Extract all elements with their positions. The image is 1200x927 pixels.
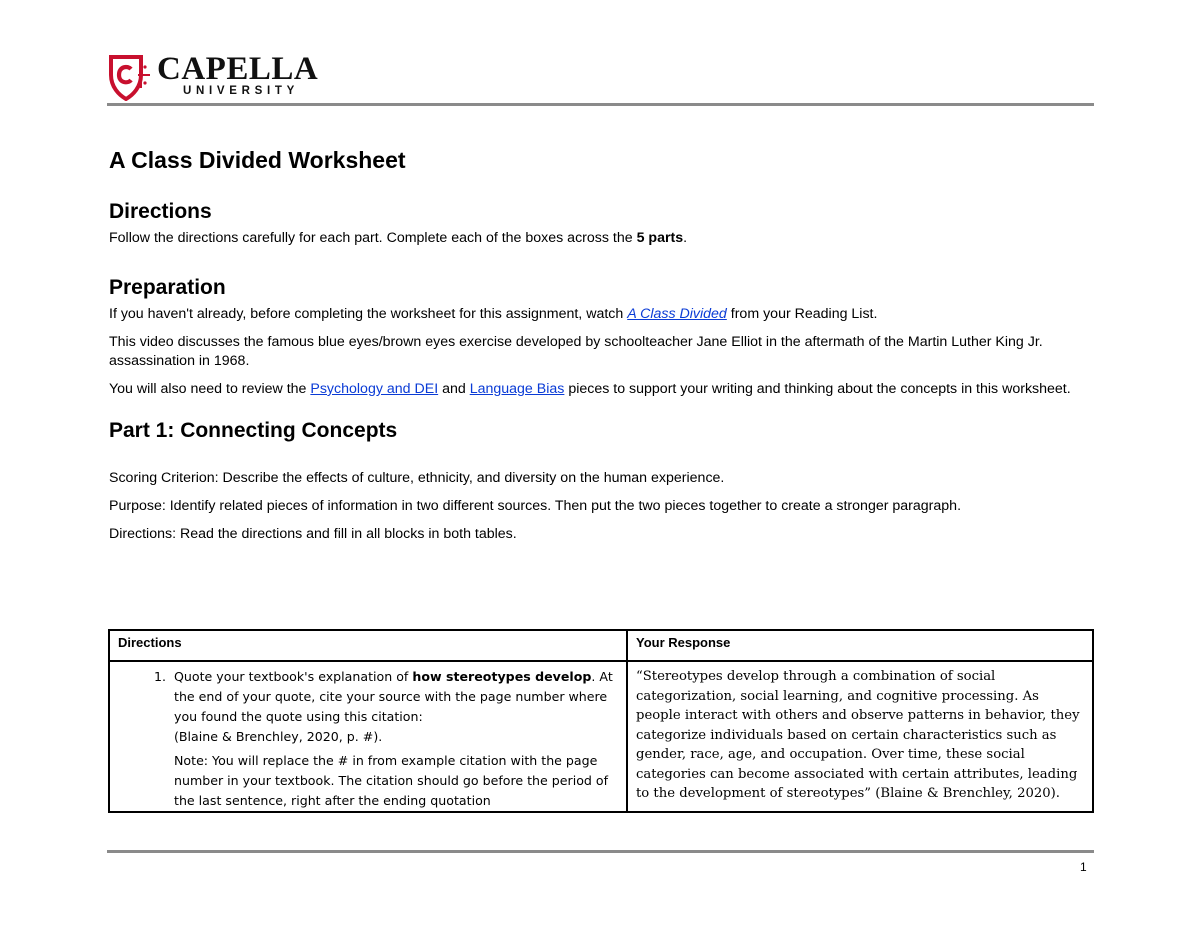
logo-name: CAPELLA xyxy=(157,51,319,87)
document-body xyxy=(109,145,1094,553)
item-citation: (Blaine & Brenchley, 2020, p. #). xyxy=(174,729,383,744)
preparation-paragraph-1: If you haven't already, before completing the worksheet for this assignment, watch A Class Divided from your Reading List. xyxy=(109,306,878,322)
capella-logo xyxy=(107,53,337,103)
header-divider xyxy=(107,103,1094,106)
psychology-dei-link[interactable]: Psychology and DEI xyxy=(310,381,439,397)
item-instruction: Quote your textbook's explanation of how stereotypes develop. At the end of your quote, cite your source with the page number where you found the quote using this citation: xyxy=(174,669,613,724)
page-number: 1 xyxy=(1080,860,1087,874)
part1-heading: Part 1: Connecting Concepts xyxy=(109,419,398,442)
parts-count: 5 parts xyxy=(636,230,684,246)
language-bias-link[interactable]: Language Bias xyxy=(469,381,565,397)
response-cell[interactable]: “Stereotypes develop through a combination of social categorization, social learning, and cognitive processing. As people interact with others and observe patterns in behavior, they categorize individuals based on certain characteristics such as gender, race, age, and occupation. Over time, these social categories can become associated with certain attributes, leading to the development of stereotypes” (Blaine & Brenchley, 2020). xyxy=(627,661,1093,812)
item-number: 1. xyxy=(153,669,166,684)
table-row xyxy=(109,661,1093,812)
preparation-heading: Preparation xyxy=(109,276,226,299)
list-item xyxy=(118,667,618,811)
directions-column-header: Directions xyxy=(109,630,627,661)
item-note: Note: You will replace the # in from example citation with the page number in your textbook. The citation should go before the period of the last sentence, right after the ending quotation xyxy=(174,753,609,808)
direction-cell xyxy=(109,661,627,812)
concepts-table xyxy=(108,629,1094,813)
footer-divider xyxy=(107,850,1094,853)
preparation-paragraph-2: This video discusses the famous blue eyes/brown eyes exercise developed by schoolteacher Jane Elliot in the aftermath of the Martin Luther King Jr. assassination in 1968. xyxy=(109,334,1043,369)
scoring-criterion: Scoring Criterion: Describe the effects of culture, ethnicity, and diversity on the human experience. xyxy=(109,470,725,486)
directions-heading: Directions xyxy=(109,200,212,223)
purpose-text: Purpose: Identify related pieces of information in two different sources. Then put the two pieces together to create a stronger paragraph. xyxy=(109,498,962,514)
shield-logo-icon xyxy=(107,53,151,101)
class-divided-link[interactable]: A Class Divided xyxy=(627,306,727,322)
preparation-paragraph-3: You will also need to review the Psychology and DEI and Language Bias pieces to support your writing and thinking about the concepts in this worksheet. xyxy=(109,381,1071,397)
response-column-header: Your Response xyxy=(627,630,1093,661)
directions-text: Follow the directions carefully for each part. Complete each of the boxes across the 5 parts. xyxy=(109,230,688,246)
logo-subtitle: UNIVERSITY xyxy=(183,85,300,97)
part1-directions: Directions: Read the directions and fill in all blocks in both tables. xyxy=(109,526,517,542)
document-title: A Class Divided Worksheet xyxy=(109,147,406,173)
table-header-row xyxy=(109,630,1093,661)
